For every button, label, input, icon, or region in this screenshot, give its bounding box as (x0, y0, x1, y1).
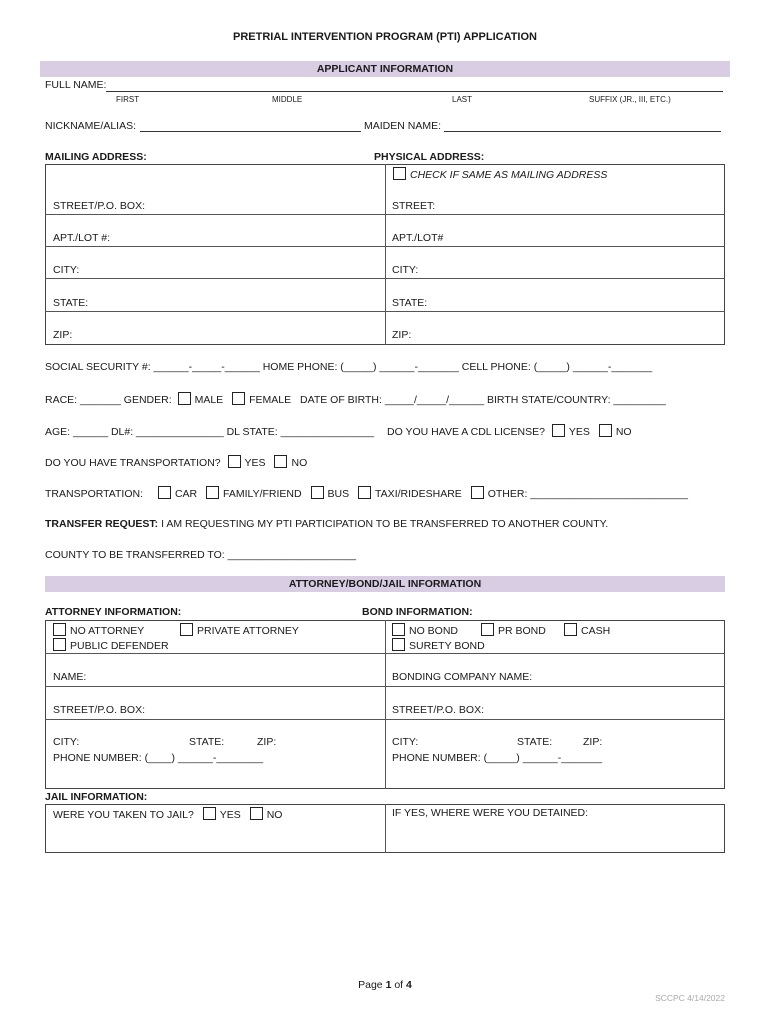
applicant-section-header: APPLICANT INFORMATION (40, 61, 730, 77)
physical-zip-label: ZIP: (392, 329, 412, 341)
jail-info-heading: JAIL INFORMATION: (45, 791, 148, 803)
no-attorney-checkbox[interactable] (53, 623, 66, 636)
physical-apt-label: APT./LOT# (392, 232, 444, 244)
ssn-phone-line[interactable]: SOCIAL SECURITY #: ______-_____-______ HOME PHONE: (_____) ______-_______ CELL PHONE: (_____) ______-_______ (45, 361, 653, 373)
attorney-name-label: NAME: (53, 671, 87, 683)
cash-bond-checkbox[interactable] (564, 623, 577, 636)
age-dl-row (45, 424, 632, 438)
male-checkbox[interactable] (178, 392, 191, 405)
jail-question: WERE YOU TAKEN TO JAIL? (53, 809, 194, 821)
suffix-caption: SUFFIX (JR., III, ETC.) (589, 95, 671, 104)
bus-label: BUS (327, 488, 350, 500)
jail-yes-label: YES (219, 809, 241, 821)
public-defender-checkbox[interactable] (53, 638, 66, 651)
transport-yes-checkbox[interactable] (228, 455, 241, 468)
revision-stamp: SCCPC 4/14/2022 (655, 993, 725, 1003)
county-transfer-line[interactable]: COUNTY TO BE TRANSFERRED TO: ______________________ (45, 549, 357, 561)
surety-bond-checkbox[interactable] (392, 638, 405, 651)
where-detained-label: IF YES, WHERE WERE YOU DETAINED: (392, 807, 589, 819)
attorney-street-label: STREET/P.O. BOX: (53, 704, 145, 716)
attorney-zip-label: ZIP: (257, 736, 277, 748)
nickname-label: NICKNAME/ALIAS: (45, 120, 137, 132)
maiden-name-label: MAIDEN NAME: (364, 120, 442, 132)
mailing-state-label: STATE: (53, 297, 89, 309)
last-name-caption: LAST (452, 95, 473, 104)
taxi-label: TAXI/RIDESHARE (375, 488, 462, 500)
private-attorney-option[interactable]: PRIVATE ATTORNEY (180, 623, 299, 637)
transport-question: DO YOU HAVE TRANSPORTATION? (45, 457, 221, 469)
race-gender-dob-row (45, 392, 666, 406)
surety-bond-option[interactable]: SURETY BOND (392, 638, 485, 652)
attorney-section-header: ATTORNEY/BOND/JAIL INFORMATION (45, 576, 725, 592)
female-label: FEMALE (249, 394, 292, 406)
mailing-street-label: STREET/P.O. BOX: (53, 200, 145, 212)
dob-line[interactable]: DATE OF BIRTH: _____/_____/______ BIRTH STATE/COUNTRY: _________ (300, 394, 666, 406)
bond-phone-line[interactable]: PHONE NUMBER: (_____) ______-_______ (392, 752, 603, 764)
pr-bond-option[interactable]: PR BOND (481, 623, 546, 637)
attorney-city-label: CITY: (53, 736, 80, 748)
attorney-state-label: STATE: (189, 736, 225, 748)
jail-yes-checkbox[interactable] (203, 807, 216, 820)
transport-no-checkbox[interactable] (274, 455, 287, 468)
taxi-checkbox[interactable] (358, 486, 371, 499)
transport-no-label: NO (291, 457, 308, 469)
attorney-phone-line[interactable]: PHONE NUMBER: (____) ______-________ (53, 752, 264, 764)
middle-name-caption: MIDDLE (272, 95, 303, 104)
physical-address-heading: PHYSICAL ADDRESS: (374, 151, 485, 163)
other-checkbox[interactable] (471, 486, 484, 499)
mailing-apt-label: APT./LOT #: (53, 232, 110, 244)
nickname-field[interactable] (140, 131, 361, 132)
bonding-company-label: BONDING COMPANY NAME: (392, 671, 533, 683)
cdl-yes-label: YES (568, 426, 590, 438)
transport-question-row (45, 455, 307, 469)
family-friend-checkbox[interactable] (206, 486, 219, 499)
transfer-request-row (45, 518, 608, 530)
bond-street-label: STREET/P.O. BOX: (392, 704, 484, 716)
bond-zip-label: ZIP: (583, 736, 603, 748)
mailing-address-heading: MAILING ADDRESS: (45, 151, 147, 163)
jail-no-label: NO (266, 809, 283, 821)
bond-info-heading: BOND INFORMATION: (362, 606, 473, 618)
mailing-zip-label: ZIP: (53, 329, 73, 341)
transfer-request-text: I AM REQUESTING MY PTI PARTICIPATION TO BE TRANSFERRED TO ANOTHER COUNTY. (161, 518, 609, 530)
transportation-label: TRANSPORTATION: (45, 488, 144, 500)
jail-no-checkbox[interactable] (250, 807, 263, 820)
bond-city-label: CITY: (392, 736, 419, 748)
first-name-caption: FIRST (116, 95, 140, 104)
bus-checkbox[interactable] (311, 486, 324, 499)
jail-question-row (53, 807, 282, 821)
female-checkbox[interactable] (232, 392, 245, 405)
car-checkbox[interactable] (158, 486, 171, 499)
no-attorney-option[interactable]: NO ATTORNEY (53, 623, 144, 637)
male-label: MALE (194, 394, 224, 406)
cash-bond-option[interactable]: CASH (564, 623, 610, 637)
bond-state-label: STATE: (517, 736, 553, 748)
full-name-field[interactable] (106, 91, 723, 92)
pr-bond-checkbox[interactable] (481, 623, 494, 636)
same-as-mailing-option[interactable]: CHECK IF SAME AS MAILING ADDRESS (393, 167, 607, 181)
cdl-yes-checkbox[interactable] (552, 424, 565, 437)
age-dl-line[interactable]: AGE: ______ DL#: _______________ DL STATE: ________________ (45, 426, 375, 438)
physical-street-label: STREET: (392, 200, 436, 212)
no-bond-checkbox[interactable] (392, 623, 405, 636)
family-friend-label: FAMILY/FRIEND (223, 488, 302, 500)
cdl-question: DO YOU HAVE A CDL LICENSE? (387, 426, 545, 438)
page-number: Page 1 of 4 (358, 979, 412, 991)
no-bond-option[interactable]: NO BOND (392, 623, 458, 637)
other-line[interactable]: OTHER: ___________________________ (487, 488, 688, 500)
race-gender-label: RACE: _______ GENDER: (45, 394, 172, 406)
transfer-request-label: TRANSFER REQUEST: (45, 518, 159, 530)
transport-yes-label: YES (244, 457, 266, 469)
public-defender-option[interactable]: PUBLIC DEFENDER (53, 638, 169, 652)
maiden-name-field[interactable] (444, 131, 721, 132)
private-attorney-checkbox[interactable] (180, 623, 193, 636)
same-as-mailing-checkbox[interactable] (393, 167, 406, 180)
cdl-no-checkbox[interactable] (599, 424, 612, 437)
form-title: PRETRIAL INTERVENTION PROGRAM (PTI) APPLICATION (233, 31, 537, 43)
full-name-label: FULL NAME: (45, 79, 107, 91)
transportation-row (45, 486, 688, 500)
physical-state-label: STATE: (392, 297, 428, 309)
physical-city-label: CITY: (392, 264, 419, 276)
attorney-info-heading: ATTORNEY INFORMATION: (45, 606, 182, 618)
cdl-no-label: NO (615, 426, 632, 438)
mailing-city-label: CITY: (53, 264, 80, 276)
car-label: CAR (174, 488, 198, 500)
